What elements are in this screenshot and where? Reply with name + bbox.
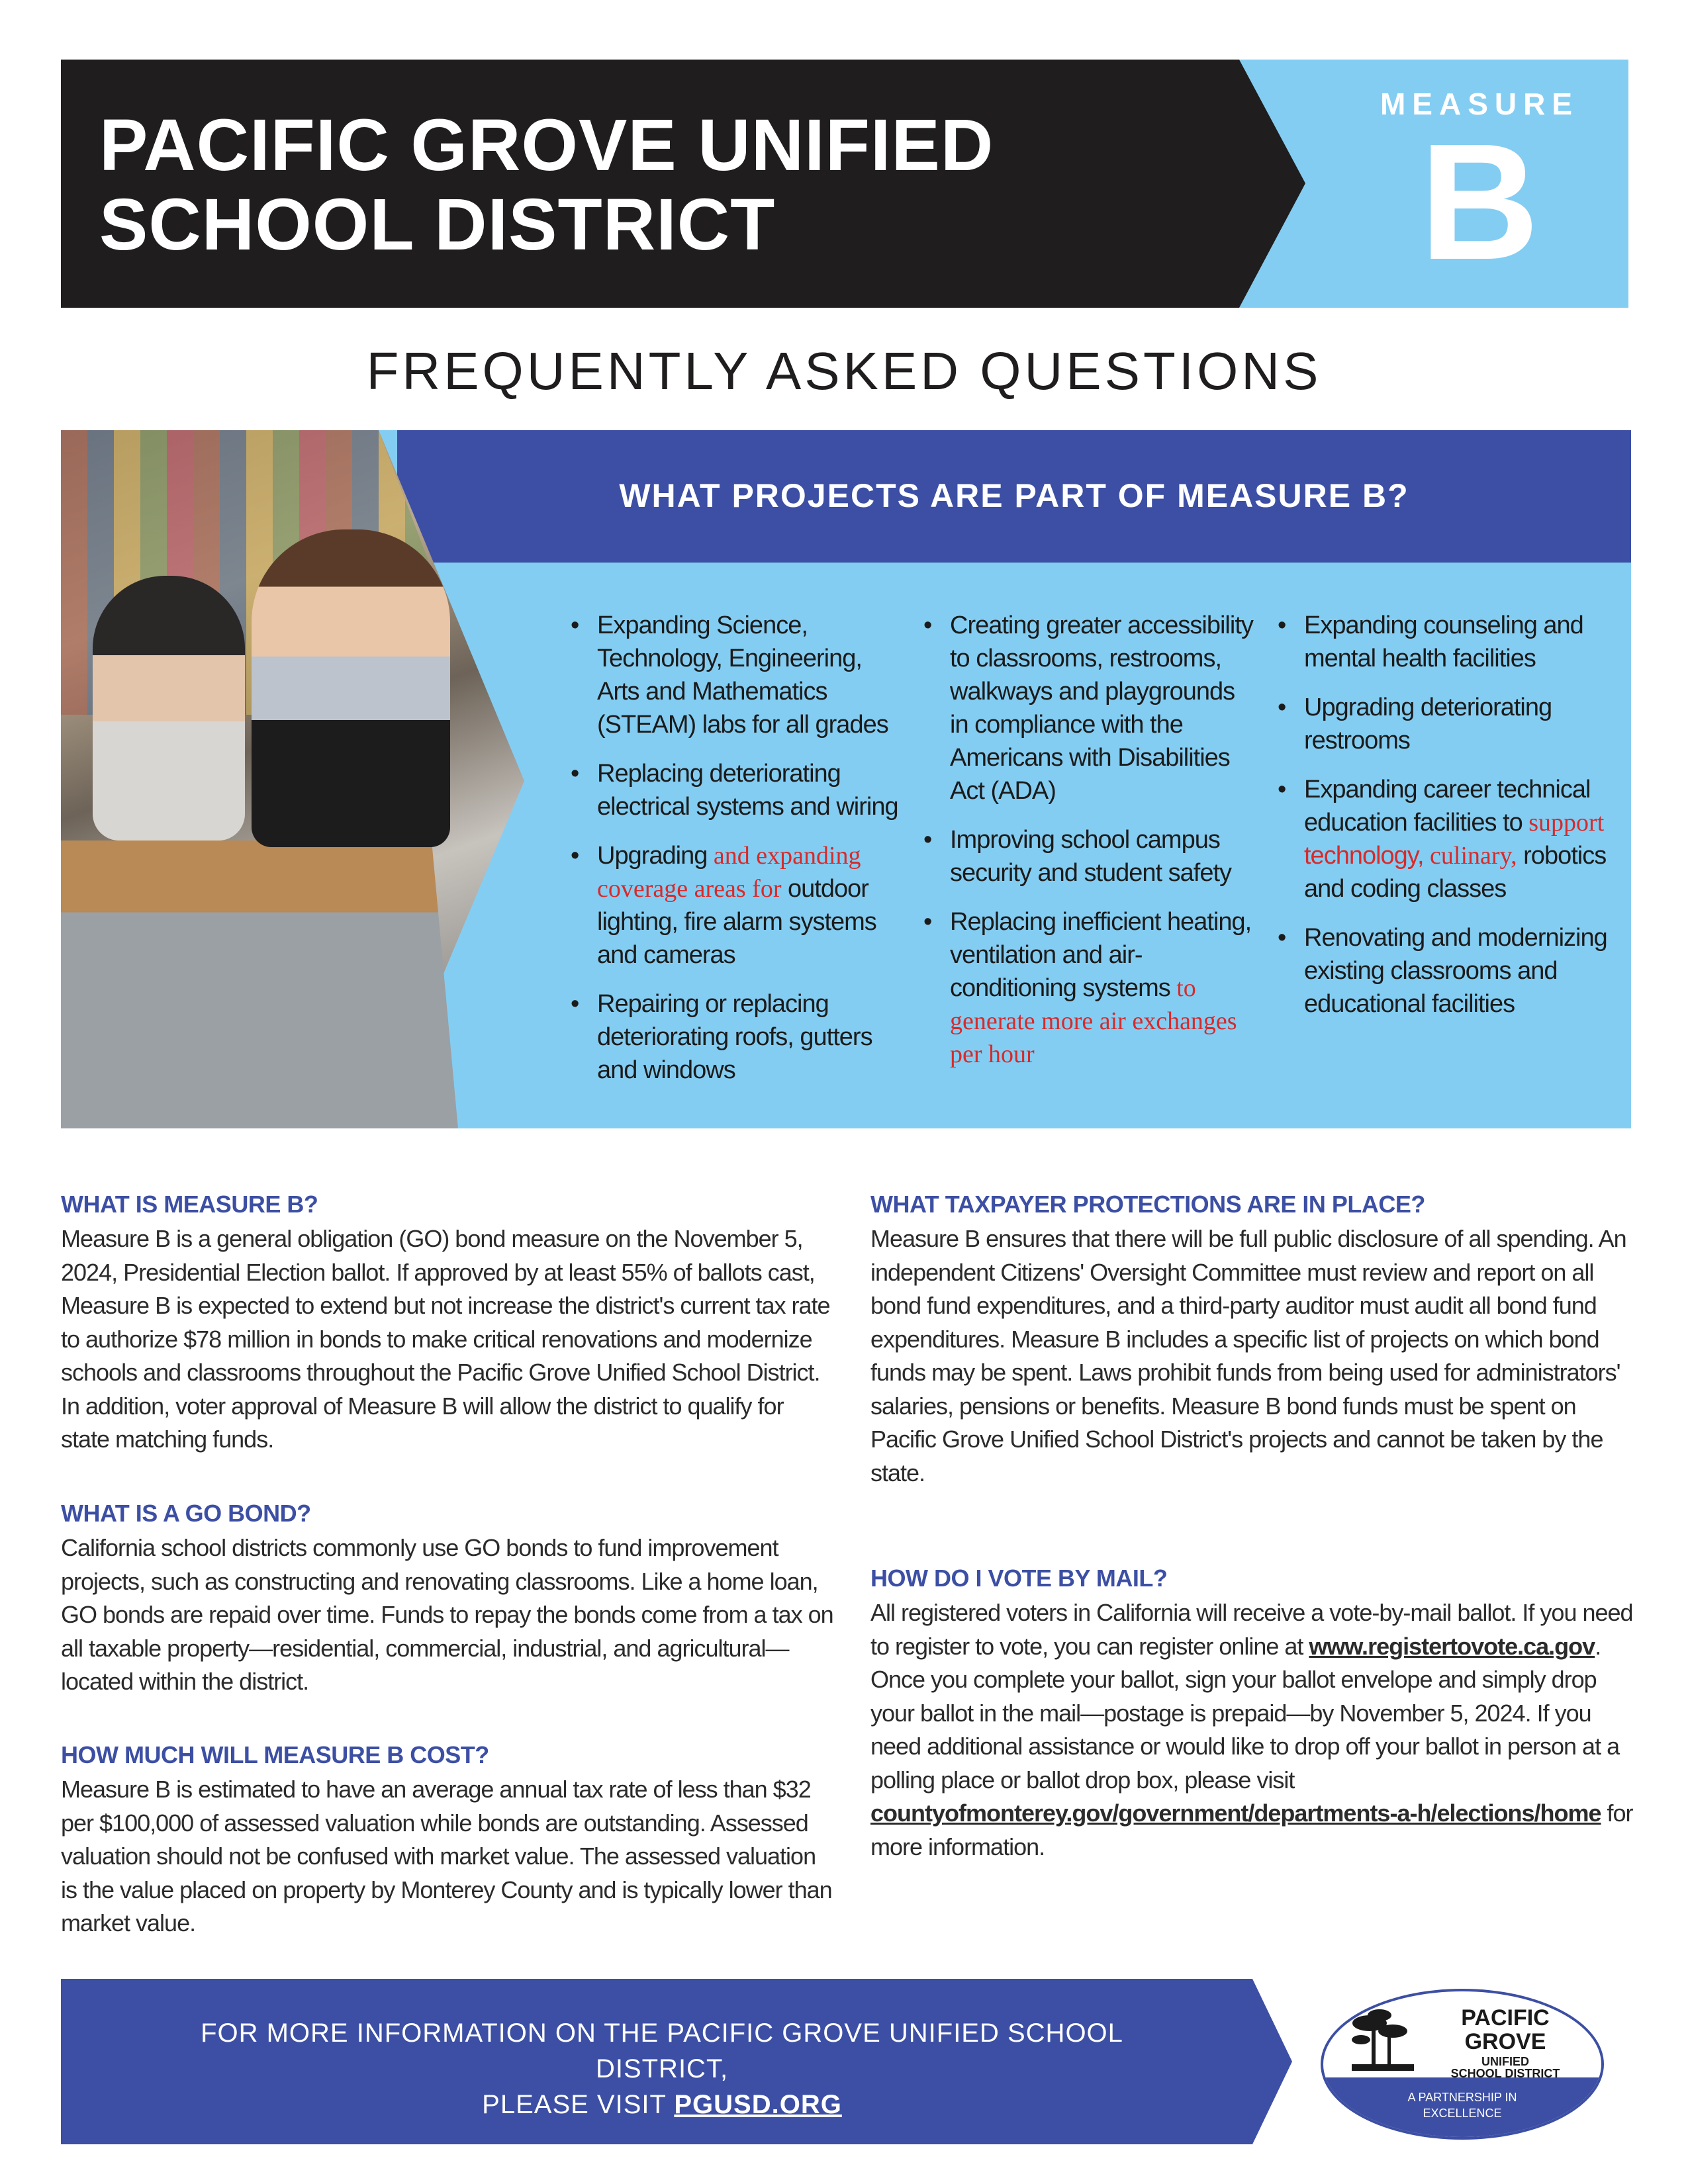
- pgusd-link[interactable]: PGUSD.ORG: [674, 2090, 842, 2119]
- projects-heading: WHAT PROJECTS ARE PART OF MEASURE B?: [619, 477, 1409, 514]
- list-item-text: Expanding career technical education facilities to: [1304, 776, 1591, 837]
- list-item-text: robotics and coding classes: [1304, 842, 1607, 903]
- list-item: [923, 823, 1254, 889]
- list-item-text: Renovating and modernizing existing classrooms and educational facilities: [1304, 924, 1607, 1018]
- district-logo: [1321, 1989, 1604, 2140]
- list-item: [1278, 773, 1609, 905]
- list-item: [1278, 921, 1609, 1021]
- logo-text: UNIFIED: [1481, 2055, 1529, 2068]
- faq-what-is-measure-b: [61, 1188, 835, 1457]
- list-item: [923, 905, 1254, 1071]
- district-title-line1: PACIFIC GROVE UNIFIED: [99, 105, 994, 186]
- county-elections-link[interactable]: countyofmonterey.gov/government/departments-a-h/elections/home: [870, 1799, 1601, 1827]
- photo-counter: [61, 841, 458, 1128]
- list-item-text: Creating greater accessibility to classrooms, restrooms, walkways and playgrounds in compliance with the Americans with Disabilities Act (ADA): [950, 612, 1253, 805]
- faq-answer: Measure B is estimated to have an average annual tax rate of less than $32 per $100,000 of assessed valuation while bonds are outstanding. Assessed valuation should not be confused with market value. The assessed valuation is the value placed on property by Monterey County and is typically lower than market value.: [61, 1776, 832, 1936]
- list-item: [1278, 609, 1609, 675]
- district-title-line2: SCHOOL DISTRICT: [99, 184, 776, 265]
- faq-answer-text: All registered voters in California will receive a vote-by-mail ballot. If you need to register to vote, you can register online at: [870, 1599, 1633, 1660]
- faq-question: WHAT IS A GO BOND?: [61, 1500, 311, 1527]
- faq-answer: California school districts commonly use GO bonds to fund improvement projects, such as constructing and renovating classrooms. Like a home loan, GO bonds are repaid over time. Funds to repay the bonds come from a tax on all taxable property—residential, commercial, industrial, and agricultural—located within the district.: [61, 1534, 833, 1695]
- edit-insertion: culinary,: [1423, 842, 1517, 870]
- faq-vote-by-mail: [870, 1562, 1645, 1864]
- page-title: FREQUENTLY ASKED QUESTIONS: [366, 341, 1322, 400]
- logo-text: SCHOOL DISTRICT: [1450, 2067, 1560, 2080]
- photo-teacher: [93, 576, 245, 841]
- list-item-text: Upgrading: [597, 842, 708, 870]
- list-item: [1278, 691, 1609, 757]
- photo-student: [252, 529, 450, 847]
- faq-answer: [870, 1596, 1645, 1864]
- logo-tagline: EXCELLENCE: [1423, 2107, 1502, 2120]
- faq-answer-text: . Once you complete your ballot, sign your ballot envelope and simply drop your ballot in the mail—postage is prepaid—by November 5, 2024. If you need additional assistance or would like to drop off your ballot in person at a polling place or ballot drop box, please visit: [870, 1632, 1620, 1794]
- list-item-text: Expanding Science, Technology, Engineering, Arts and Mathematics (STEAM) labs for all grades: [597, 612, 888, 739]
- list-item-text: outdoor lighting, fire alarm systems and cameras: [597, 875, 876, 969]
- register-to-vote-link[interactable]: www.registertovote.ca.gov: [1309, 1632, 1595, 1660]
- logo-tagline: A PARTNERSHIP IN: [1407, 2091, 1517, 2104]
- list-item: [571, 757, 902, 823]
- list-item-text: Replacing deteriorating electrical systems and wiring: [597, 760, 898, 821]
- edit-insertion: to generate more air exchanges per hour: [950, 974, 1237, 1068]
- edit-insertion: and expanding coverage areas for: [597, 842, 861, 903]
- faq-question: WHAT TAXPAYER PROTECTIONS ARE IN PLACE?: [870, 1191, 1425, 1218]
- faq-taxpayer-protections: [870, 1188, 1645, 1490]
- list-item: [571, 839, 902, 972]
- edit-insertion: support: [1522, 809, 1605, 837]
- measure-letter: B: [1419, 109, 1540, 294]
- list-item: [923, 609, 1254, 807]
- faq-answer-text: for more information.: [870, 1799, 1633, 1860]
- edit-insertion: technology,: [1304, 842, 1424, 870]
- projects-column-3: [1278, 609, 1609, 1036]
- list-item-text: Replacing inefficient heating, ventilation and air-conditioning systems: [950, 908, 1252, 1002]
- projects-column-2: [923, 609, 1254, 1087]
- footer-text: [132, 2015, 1192, 2122]
- list-item-text: Upgrading deteriorating restrooms: [1304, 694, 1552, 754]
- list-item-text: Repairing or replacing deteriorating roofs, gutters and windows: [597, 990, 872, 1084]
- faq-what-is-go-bond: [61, 1497, 835, 1699]
- faq-question: WHAT IS MEASURE B?: [61, 1191, 318, 1218]
- list-item-text: Improving school campus security and student safety: [950, 826, 1232, 887]
- faq-question: HOW MUCH WILL MEASURE B COST?: [61, 1741, 489, 1768]
- faq-answer: Measure B ensures that there will be full public disclosure of all spending. An independent Citizens' Oversight Committee must review and report on all bond fund expenditures, and a third-party auditor must audit all bond fund expenditures. Measure B includes a specific list of projects on which bond funds may be spent. Laws prohibit funds from being used for administrators' salaries, pensions or benefits. Measure B bond funds must be spent on Pacific Grove Unified School District's projects and cannot be taken by the state.: [870, 1225, 1626, 1486]
- measure-label: MEASURE: [1380, 87, 1579, 121]
- logo-text: GROVE: [1464, 2029, 1546, 2054]
- faq-question: HOW DO I VOTE BY MAIL?: [870, 1565, 1168, 1592]
- faq-cost: [61, 1739, 835, 1940]
- list-item: [571, 987, 902, 1087]
- cypress-tree-icon: [1346, 2003, 1419, 2076]
- faq-answer: Measure B is a general obligation (GO) bond measure on the November 5, 2024, Presidential Election ballot. If approved by at least 55% of ballots cast, Measure B is expected to extend but not increase the district's current tax rate to authorize $78 million in bonds to make critical renovations and modernize schools and classrooms throughout the Pacific Grove Unified School District. In addition, voter approval of Measure B will allow the district to qualify for state matching funds.: [61, 1225, 830, 1453]
- footer-line2: [132, 2087, 1192, 2122]
- logo-text: PACIFIC: [1461, 2005, 1550, 2030]
- district-title: [99, 106, 1158, 265]
- list-item: [571, 609, 902, 741]
- projects-column-1: [571, 609, 902, 1103]
- list-item-text: Expanding counseling and mental health facilities: [1304, 612, 1583, 672]
- footer-line2-text: PLEASE VISIT: [482, 2090, 675, 2119]
- footer-line1: FOR MORE INFORMATION ON THE PACIFIC GROVE UNIFIED SCHOOL DISTRICT,: [201, 2019, 1123, 2083]
